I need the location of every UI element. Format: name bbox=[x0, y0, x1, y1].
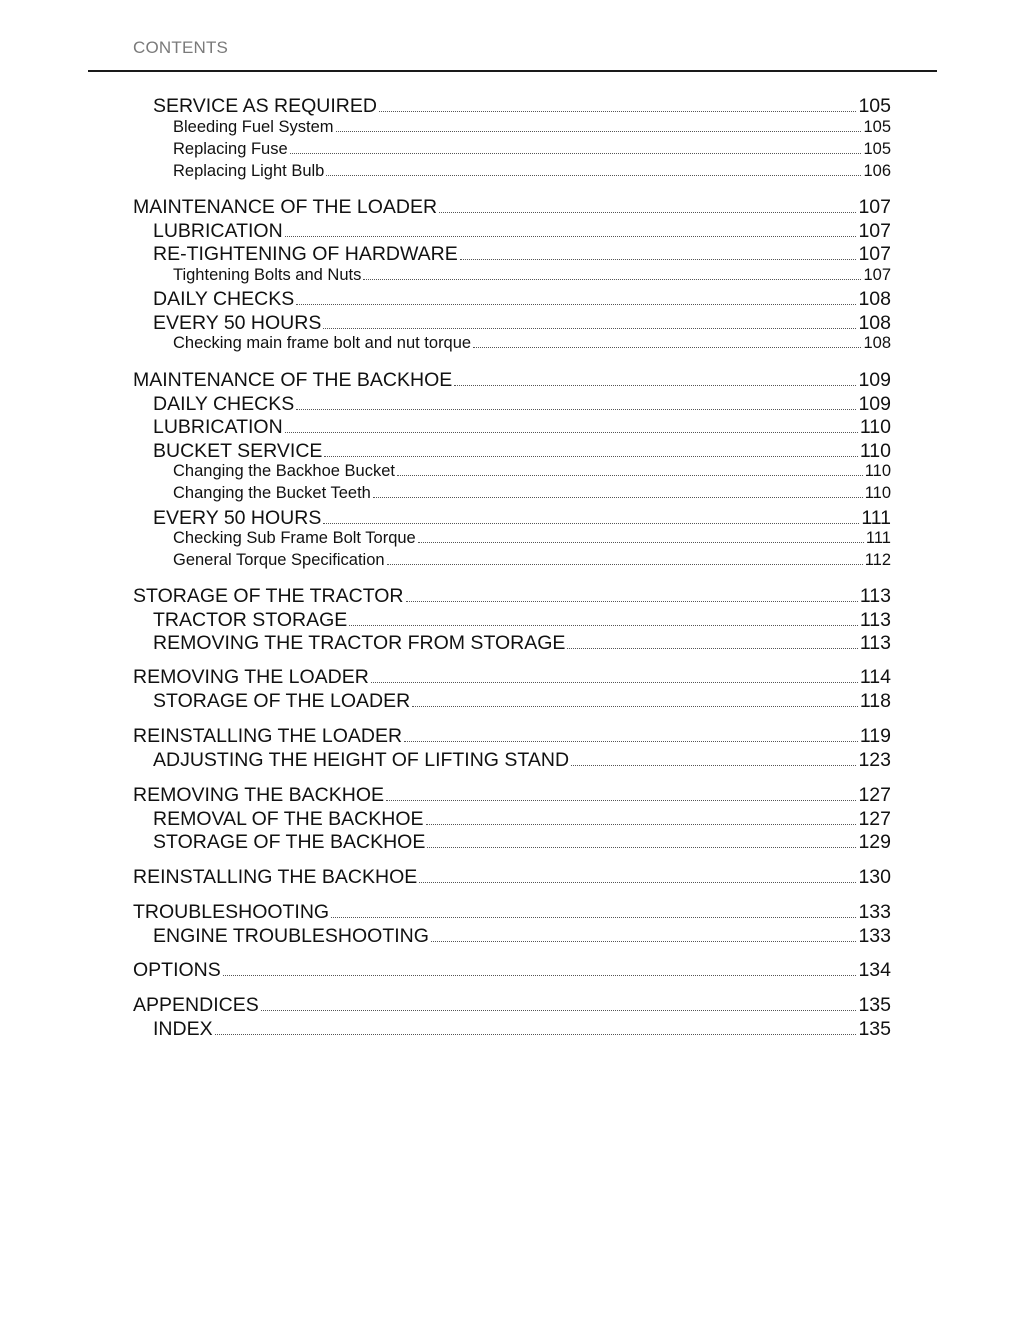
dot-leader bbox=[223, 960, 857, 976]
dot-leader bbox=[567, 633, 857, 649]
dot-leader bbox=[363, 266, 861, 279]
toc-entry-title: Tightening Bolts and Nuts bbox=[173, 265, 362, 284]
toc-entry-level-3[interactable] bbox=[173, 462, 891, 481]
toc-entry-level-1[interactable] bbox=[133, 994, 891, 1017]
dot-leader bbox=[296, 289, 856, 305]
toc-entry-page-number: 110 bbox=[859, 416, 891, 438]
toc-entry-page-number: 107 bbox=[858, 196, 891, 218]
toc-entry-level-1[interactable] bbox=[133, 959, 891, 982]
toc-entry-title: TRACTOR STORAGE bbox=[153, 608, 348, 631]
toc-entry-title: INDEX bbox=[153, 1017, 213, 1040]
toc-entry-level-2[interactable] bbox=[153, 749, 891, 772]
dot-leader bbox=[454, 370, 856, 386]
toc-entry-level-2[interactable] bbox=[153, 288, 891, 311]
toc-entry-title: REMOVAL OF THE BACKHOE bbox=[153, 807, 424, 830]
dot-leader bbox=[419, 867, 856, 883]
toc-entry-page-number: 110 bbox=[864, 462, 891, 480]
toc-entry-page-number: 129 bbox=[858, 831, 891, 853]
dot-leader bbox=[331, 902, 856, 918]
toc-entry-page-number: 106 bbox=[863, 161, 891, 180]
toc-entry-title: ADJUSTING THE HEIGHT OF LIFTING STAND bbox=[153, 748, 570, 771]
toc-entry-page-number: 114 bbox=[859, 666, 891, 688]
toc-entry-level-1[interactable] bbox=[133, 369, 891, 392]
toc-entry-title: BUCKET SERVICE bbox=[153, 439, 323, 462]
toc-entry-page-number: 111 bbox=[865, 529, 891, 547]
dot-leader bbox=[373, 485, 863, 498]
toc-entry-title: DAILY CHECKS bbox=[153, 392, 295, 415]
toc-entry-title: STORAGE OF THE BACKHOE bbox=[153, 831, 426, 853]
dot-leader bbox=[406, 586, 858, 602]
toc-entry-level-1[interactable] bbox=[133, 196, 891, 219]
toc-entry-level-2[interactable] bbox=[153, 1018, 891, 1041]
toc-entry-title: Changing the Bucket Teeth bbox=[173, 484, 371, 502]
toc-entry-title: RE-TIGHTENING OF HARDWARE bbox=[153, 243, 458, 265]
dot-leader bbox=[460, 244, 857, 260]
dot-leader bbox=[371, 667, 858, 683]
toc-entry-page-number: 112 bbox=[864, 551, 891, 569]
dot-leader bbox=[326, 162, 861, 175]
dot-leader bbox=[427, 832, 856, 848]
toc-entry-title: MAINTENANCE OF THE BACKHOE bbox=[133, 369, 453, 391]
toc-entry-page-number: 113 bbox=[859, 585, 891, 607]
toc-entry-level-3[interactable] bbox=[173, 162, 891, 181]
toc-entry-page-number: 107 bbox=[858, 243, 891, 265]
toc-entry-level-2[interactable] bbox=[153, 393, 891, 416]
toc-entry-level-2[interactable] bbox=[153, 312, 891, 335]
toc-entry-page-number: 107 bbox=[863, 265, 891, 284]
toc-entry-level-2[interactable] bbox=[153, 243, 891, 266]
dot-leader bbox=[387, 552, 863, 565]
dot-leader bbox=[261, 995, 857, 1011]
header-rule bbox=[88, 70, 937, 72]
toc-entry-title: Replacing Fuse bbox=[173, 139, 288, 158]
toc-entry-title: EVERY 50 HOURS bbox=[153, 506, 322, 529]
dot-leader bbox=[323, 313, 856, 329]
toc-entry-page-number: 111 bbox=[861, 506, 891, 529]
toc-entry-title: Checking Sub Frame Bolt Torque bbox=[173, 529, 416, 547]
toc-entry-title: OPTIONS bbox=[133, 959, 221, 981]
toc-entry-page-number: 107 bbox=[858, 219, 891, 242]
toc-entry-page-number: 109 bbox=[858, 369, 891, 391]
toc-entry-page-number: 105 bbox=[863, 117, 891, 136]
toc-entry-level-3[interactable] bbox=[173, 140, 891, 159]
toc-entry-level-1[interactable] bbox=[133, 666, 891, 689]
toc-entry-level-3[interactable] bbox=[173, 551, 891, 570]
toc-entry-title: STORAGE OF THE TRACTOR bbox=[133, 585, 404, 607]
toc-entry-title: Replacing Light Bulb bbox=[173, 161, 325, 180]
toc-entry-title: Checking main frame bolt and nut torque bbox=[173, 334, 472, 352]
dot-leader bbox=[285, 221, 857, 237]
toc-entry-page-number: 113 bbox=[859, 632, 891, 654]
toc-entry-title: REMOVING THE BACKHOE bbox=[133, 784, 385, 806]
toc-entry-title: APPENDICES bbox=[133, 994, 259, 1016]
toc-entry-level-3[interactable] bbox=[173, 484, 891, 503]
dot-leader bbox=[336, 118, 862, 131]
toc-entry-level-2[interactable] bbox=[153, 507, 891, 530]
toc-entry-page-number: 108 bbox=[863, 334, 891, 352]
dot-leader bbox=[324, 441, 857, 457]
toc-entry-page-number: 127 bbox=[858, 807, 891, 830]
toc-entry-page-number: 135 bbox=[858, 994, 891, 1016]
dot-leader bbox=[431, 926, 857, 942]
toc-entry-title: STORAGE OF THE LOADER bbox=[153, 689, 411, 712]
toc-entry-title: TROUBLESHOOTING bbox=[133, 901, 330, 923]
dot-leader bbox=[386, 785, 856, 801]
toc-entry-title: LUBRICATION bbox=[153, 219, 283, 242]
toc-entry-level-2[interactable] bbox=[153, 925, 891, 948]
toc-entry-page-number: 133 bbox=[858, 924, 891, 947]
toc-entry-page-number: 105 bbox=[858, 95, 891, 117]
toc-entry-level-2[interactable] bbox=[153, 609, 891, 632]
toc-entry-page-number: 113 bbox=[859, 608, 891, 631]
toc-entry-level-1[interactable] bbox=[133, 585, 891, 608]
toc-entry-level-1[interactable] bbox=[133, 901, 891, 924]
toc-entry-title: REMOVING THE TRACTOR FROM STORAGE bbox=[153, 632, 566, 654]
dot-leader bbox=[323, 508, 859, 524]
dot-leader bbox=[571, 750, 856, 766]
toc-entry-title: REMOVING THE LOADER bbox=[133, 666, 369, 688]
toc-entry-page-number: 123 bbox=[858, 748, 891, 771]
toc-entry-level-3[interactable] bbox=[173, 334, 891, 353]
toc-entry-level-1[interactable] bbox=[133, 866, 891, 889]
toc-entry-title: EVERY 50 HOURS bbox=[153, 311, 322, 334]
toc-entry-page-number: 133 bbox=[858, 901, 891, 923]
toc-entry-level-3[interactable] bbox=[173, 118, 891, 137]
dot-leader bbox=[404, 726, 858, 742]
toc-entry-level-3[interactable] bbox=[173, 266, 891, 285]
toc-entry-page-number: 105 bbox=[863, 139, 891, 158]
toc-entry-level-3[interactable] bbox=[173, 529, 891, 548]
toc-entry-level-2[interactable] bbox=[153, 95, 891, 118]
toc-entry-level-2[interactable] bbox=[153, 220, 891, 243]
toc-entry-title: REINSTALLING THE BACKHOE bbox=[133, 866, 418, 888]
toc-entry-title: DAILY CHECKS bbox=[153, 288, 295, 310]
dot-leader bbox=[397, 463, 863, 476]
toc-entry-level-2[interactable] bbox=[153, 690, 891, 713]
toc-entry-title: MAINTENANCE OF THE LOADER bbox=[133, 196, 438, 218]
running-header: CONTENTS bbox=[133, 38, 229, 57]
toc-entry-page-number: 110 bbox=[864, 484, 891, 502]
toc-entry-page-number: 127 bbox=[858, 784, 891, 806]
toc-entry-level-2[interactable] bbox=[153, 632, 891, 655]
dot-leader bbox=[473, 335, 861, 348]
dot-leader bbox=[426, 809, 857, 825]
toc-entry-title: General Torque Specification bbox=[173, 551, 385, 569]
toc-entry-title: LUBRICATION bbox=[153, 416, 283, 438]
dot-leader bbox=[418, 530, 864, 543]
toc-entry-level-2[interactable] bbox=[153, 440, 891, 463]
toc-entry-level-2[interactable] bbox=[153, 808, 891, 831]
dot-leader bbox=[379, 96, 856, 112]
toc-entry-level-1[interactable] bbox=[133, 784, 891, 807]
dot-leader bbox=[349, 610, 858, 626]
toc-entry-page-number: 108 bbox=[858, 311, 891, 334]
toc-entry-page-number: 118 bbox=[859, 689, 891, 712]
toc-entry-title: REINSTALLING THE LOADER bbox=[133, 725, 403, 747]
toc-entry-title: ENGINE TROUBLESHOOTING bbox=[153, 924, 429, 947]
toc-entry-page-number: 135 bbox=[858, 1017, 891, 1040]
dot-leader bbox=[412, 691, 858, 707]
dot-leader bbox=[296, 394, 856, 410]
dot-leader bbox=[439, 197, 856, 213]
toc-entry-page-number: 109 bbox=[858, 392, 891, 415]
toc-entry-title: Changing the Backhoe Bucket bbox=[173, 462, 395, 480]
toc-entry-title: Bleeding Fuel System bbox=[173, 117, 334, 136]
toc-entry-page-number: 119 bbox=[859, 725, 891, 747]
dot-leader bbox=[285, 417, 858, 433]
toc-entry-level-2[interactable] bbox=[153, 831, 891, 854]
toc-entry-page-number: 130 bbox=[858, 866, 891, 888]
toc-entry-level-2[interactable] bbox=[153, 416, 891, 439]
toc-entry-page-number: 108 bbox=[858, 288, 891, 310]
dot-leader bbox=[290, 140, 862, 153]
toc-entry-page-number: 110 bbox=[859, 439, 891, 462]
toc-entry-level-1[interactable] bbox=[133, 725, 891, 748]
toc-entry-page-number: 134 bbox=[858, 959, 891, 981]
toc-entry-title: SERVICE AS REQUIRED bbox=[153, 95, 377, 117]
dot-leader bbox=[215, 1019, 857, 1035]
